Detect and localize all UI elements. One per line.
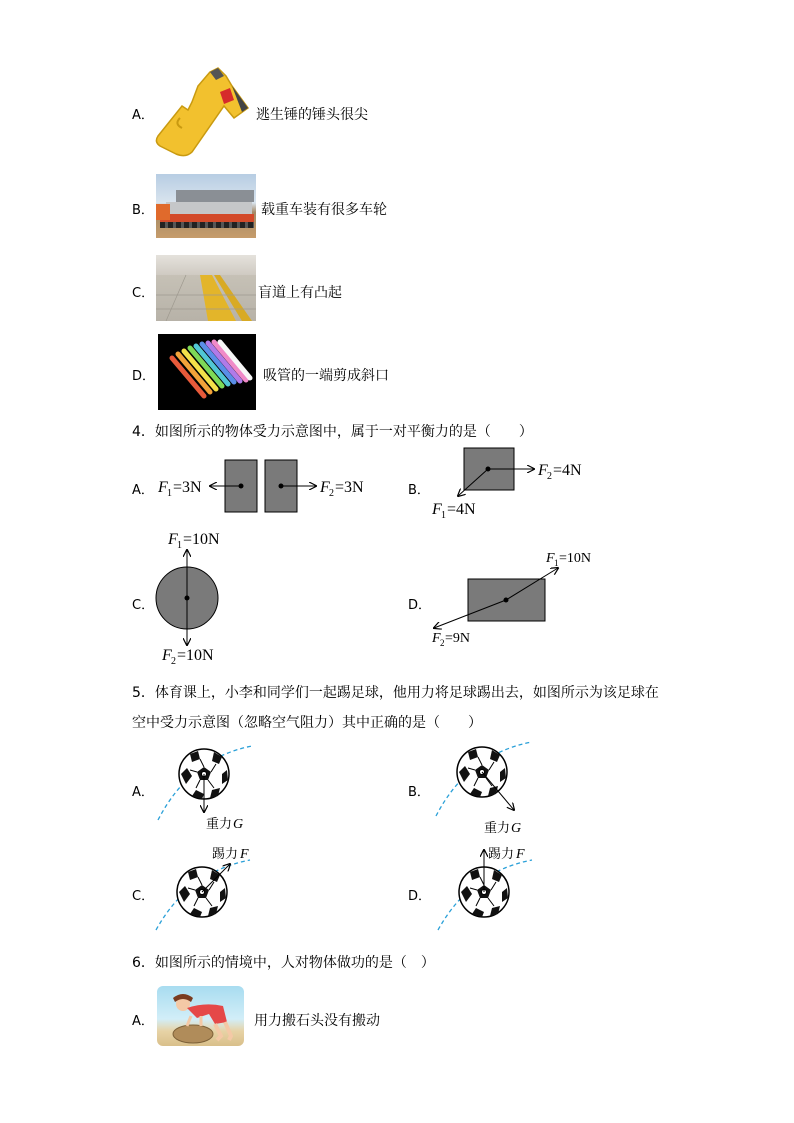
q4-d-f2-symbol: F: [432, 631, 441, 646]
question-5-stem-line1: 5．体育课上，小李和同学们一起踢足球，他用力将足球踢出去，如图所示为该足球在: [132, 685, 659, 701]
q6-option-a-text: 用力搬石头没有搬动: [254, 1013, 380, 1029]
q4-b-f2-sub: 2: [547, 471, 552, 482]
option-a-letter: A．: [132, 108, 154, 123]
q5-option-a-letter: A．: [132, 785, 154, 800]
q5-b-diagram: [428, 740, 548, 840]
q4-a-f2-value: =3N: [335, 479, 364, 496]
option-b-text: 载重车装有很多车轮: [261, 202, 387, 218]
q4-a-f1-sub: 1: [167, 488, 172, 499]
q5-b-symbol: G: [511, 821, 522, 836]
q4-d-f1-symbol: F: [546, 551, 555, 566]
q5-c-label: 踢力: [212, 847, 239, 862]
q4-option-d-letter: D．: [408, 598, 432, 613]
heavy-truck-image: [156, 174, 256, 238]
q5-d-diagram: [428, 842, 548, 936]
q5-d-label: 踢力: [488, 847, 515, 862]
q4-b-diagram: [428, 444, 628, 520]
q4-a-f2-sub: 2: [329, 488, 334, 499]
q5-a-label: 重力: [206, 817, 233, 832]
q5-a-diagram: [150, 740, 260, 834]
q4-b-f2-symbol: F: [538, 462, 548, 479]
option-c-letter: C．: [132, 286, 155, 301]
q4-option-c-letter: C．: [132, 598, 155, 613]
q5-option-d-letter: D．: [408, 889, 432, 904]
q4-c-f2-sub: 2: [171, 656, 176, 664]
option-a-text: 逃生锤的锤头很尖: [256, 107, 368, 123]
straws-image: [158, 334, 256, 410]
tactile-paving-image: [156, 255, 256, 321]
option-b-letter: B．: [132, 203, 154, 218]
q4-option-b-letter: B．: [408, 483, 430, 498]
q4-d-diagram: [428, 544, 618, 648]
q4-c-f1-symbol: F: [168, 531, 178, 548]
option-d-letter: D．: [132, 369, 156, 384]
q4-b-f1-sub: 1: [441, 510, 446, 520]
q5-c-diagram: [150, 842, 260, 936]
q4-d-f1-value: =10N: [559, 551, 592, 566]
lifting-stone-image: [157, 986, 244, 1046]
question-4-stem: 4．如图所示的物体受力示意图中，属于一对平衡力的是（ ）: [132, 424, 533, 440]
escape-hammer-image: [152, 66, 252, 158]
q5-c-symbol: F: [240, 847, 249, 862]
q6-option-a-letter: A．: [132, 1014, 154, 1029]
q4-b-f1-value: =4N: [447, 501, 476, 518]
q4-c-f1-sub: 1: [177, 540, 182, 551]
q5-a-symbol: G: [233, 817, 244, 832]
q4-d-f2-value: =9N: [445, 631, 471, 646]
q4-option-a-letter: A．: [132, 483, 154, 498]
question-6-stem: 6．如图所示的情境中，人对物体做功的是（ ）: [132, 955, 435, 971]
q4-c-f2-value: =10N: [177, 647, 214, 664]
q4-b-f1-symbol: F: [432, 501, 442, 518]
q4-c-f1-value: =10N: [183, 531, 220, 548]
q4-a-f1-value: =3N: [173, 479, 202, 496]
q5-d-symbol: F: [516, 847, 525, 862]
option-d-text: 吸管的一端剪成斜口: [263, 368, 389, 384]
q4-d-f2-sub: 2: [440, 638, 445, 648]
question-5-stem-line2: 空中受力示意图（忽略空气阻力）其中正确的是（ ）: [132, 715, 482, 731]
q4-c-diagram: [150, 528, 260, 664]
q4-a-f2-symbol: F: [320, 479, 330, 496]
q4-c-f2-symbol: F: [162, 647, 172, 664]
q4-a-diagram: [150, 455, 380, 515]
q5-b-label: 重力: [484, 821, 511, 836]
option-c-text: 盲道上有凸起: [258, 285, 342, 301]
q5-option-b-letter: B．: [408, 785, 430, 800]
q5-option-c-letter: C．: [132, 889, 155, 904]
q4-d-f1-sub: 1: [554, 558, 559, 568]
q4-a-f1-symbol: F: [158, 479, 168, 496]
q4-b-f2-value: =4N: [553, 462, 582, 479]
